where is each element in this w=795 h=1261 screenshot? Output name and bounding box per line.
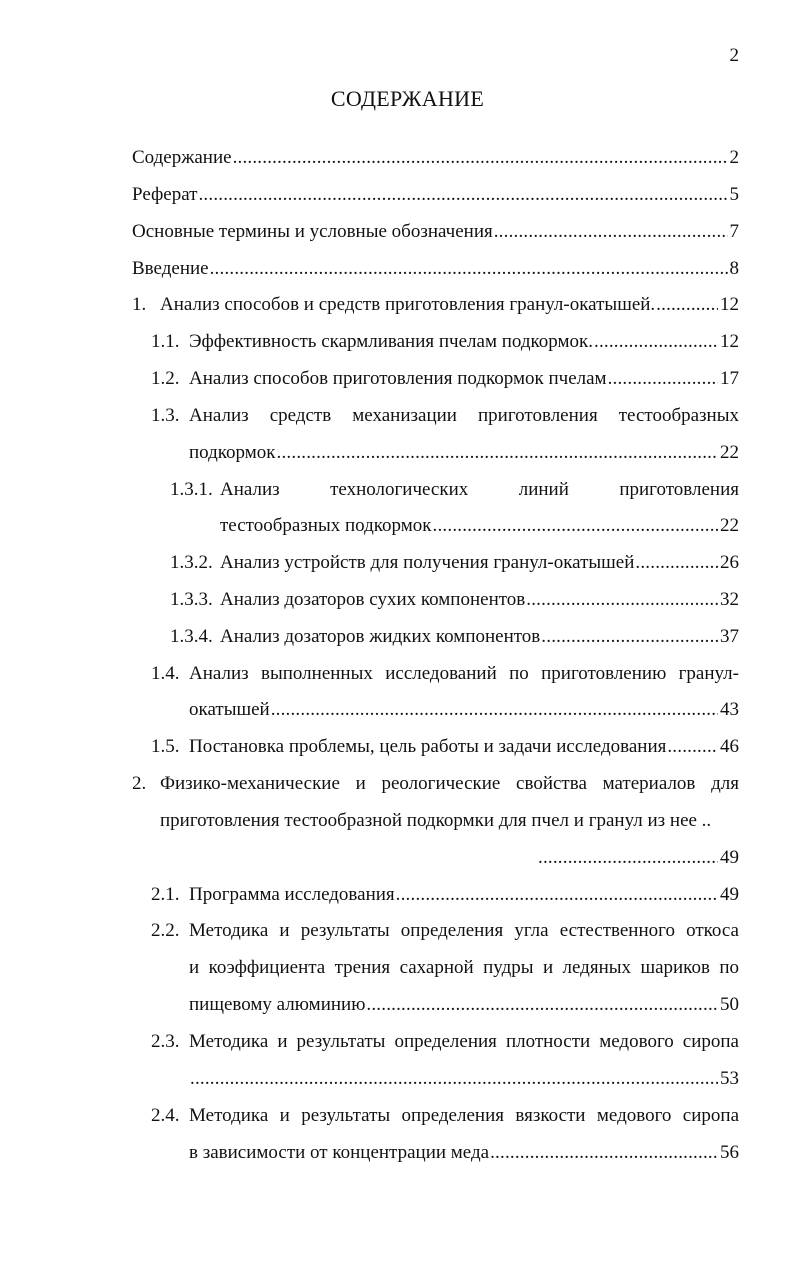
toc-entry-chapter-2-cont[interactable] [160,808,739,834]
toc-entry-page: 49 [720,884,739,905]
toc-entry-contents[interactable] [132,145,739,171]
toc-entry-page: 26 [720,552,739,573]
toc-leader [608,366,718,392]
toc-entry-page: 5 [729,184,739,205]
toc-leader [538,845,718,871]
toc-leader [526,587,718,613]
toc-entry-number: 1.3.2. [170,552,213,573]
toc-entry-page: 12 [720,331,739,352]
toc-entry-text: Анализ способов и средств приготовления гранул-окатышей. [160,294,656,315]
page-number: 2 [729,45,739,66]
toc-entry-page: 12 [720,294,739,315]
toc-entry-section-2-2-cont2[interactable] [189,992,739,1018]
toc-entry-number: 1.3.4. [170,626,213,647]
toc-leader [433,513,718,539]
toc-entry-page: 22 [720,442,739,463]
toc-entry-page: 56 [720,1142,739,1163]
toc-entry-section-1-4-cont[interactable] [189,697,739,723]
toc-entry-page: 8 [729,258,739,279]
toc-entry-section-1-1[interactable] [151,329,739,355]
toc-entry-text: и коэффициента трения сахарной пудры и ледяных шариков по [189,957,739,978]
toc-leader [190,1066,718,1092]
toc-entry-text: приготовления тестообразной подкормки для пчел и гранул из нее .. [160,810,712,831]
toc-entry-number: 2.1. [151,884,180,905]
toc-entry-section-1-3-1-cont[interactable] [220,513,739,539]
toc-entry-number: 1.5. [151,736,180,757]
toc-entry-text: Постановка проблемы, цель работы и задачи исследования [189,736,667,757]
toc-entry-section-2-4-cont[interactable] [189,1140,739,1166]
toc-entry-text: Анализ технологических линий приготовления [220,479,739,500]
toc-entry-text: Анализ выполненных исследований по приготовлению гранул- [189,663,739,684]
toc-leader [635,550,718,576]
toc-entry-section-1-4[interactable] [151,661,739,687]
toc-entry-number: 2.4. [151,1105,180,1126]
toc-leader [667,734,718,760]
toc-entry-section-1-3-cont[interactable] [189,440,739,466]
toc-entry-number: 1.4. [151,663,180,684]
toc-entry-text: Анализ дозаторов жидких компонентов [220,626,541,647]
toc-entry-section-1-3-3[interactable] [170,587,739,613]
toc-entry-number: 2.2. [151,920,180,941]
toc-leader [233,145,728,171]
toc-entry-text: Методика и результаты определения вязкости медового сиропа [189,1105,739,1126]
toc-leader [366,992,718,1018]
toc-entry-number: 1.3. [151,405,180,426]
toc-entry-chapter-2[interactable] [132,771,739,797]
toc-entry-text: Анализ способов приготовления подкормок пчелам [189,368,607,389]
toc-entry-text: Методика и результаты определения плотности медового сиропа [189,1031,739,1052]
toc-entry-chapter-2-page[interactable] [537,845,739,871]
toc-entry-section-1-3[interactable] [151,403,739,429]
toc-entry-text: Эффективность скармливания пчелам подкормок. [189,331,593,352]
toc-entry-section-1-2[interactable] [151,366,739,392]
toc-entry-section-2-3[interactable] [151,1029,739,1055]
toc-entry-text: Содержание [132,147,232,168]
toc-entry-number: 2.3. [151,1031,180,1052]
toc-entry-introduction[interactable] [132,256,739,282]
toc-leader [490,1140,718,1166]
toc-entry-page: 43 [720,699,739,720]
toc-entry-text: Анализ дозаторов сухих компонентов [220,589,526,610]
toc-entry-section-1-5[interactable] [151,734,739,760]
toc-entry-text: окатышей [189,699,270,720]
toc-entry-section-2-1[interactable] [151,882,739,908]
toc-entry-page: 7 [729,221,739,242]
toc-entry-number: 1. [132,294,147,315]
toc-entry-section-1-3-4[interactable] [170,624,739,650]
toc-entry-section-2-2-cont[interactable] [189,955,739,981]
toc-entry-number: 2. [132,773,147,794]
toc-entry-text: Физико-механические и реологические свойства материалов для [160,773,739,794]
toc-entry-text: подкормок [189,442,276,463]
toc-entry-number: 1.3.1. [170,479,213,500]
toc-leader [541,624,718,650]
toc-entry-section-1-3-1[interactable] [170,477,739,503]
toc-entry-page: 32 [720,589,739,610]
toc-leader [271,697,718,723]
toc-entry-text: пищевому алюминию [189,994,366,1015]
toc-entry-section-2-2[interactable] [151,918,739,944]
toc-entry-text: Анализ средств механизации приготовления тестообразных [189,405,739,426]
toc-entry-text: Реферат [132,184,198,205]
toc-entry-page: 17 [720,368,739,389]
toc-entry-section-2-4[interactable] [151,1103,739,1129]
toc-entry-page: 37 [720,626,739,647]
toc-leader [656,292,718,318]
toc-leader [594,329,718,355]
toc-entry-text: Программа исследования [189,884,395,905]
toc-entry-number: 1.1. [151,331,180,352]
toc-entry-text: Основные термины и условные обозначения [132,221,493,242]
toc-entry-chapter-1[interactable] [132,292,739,318]
toc-entry-page: 2 [729,147,739,168]
toc-leader [210,256,728,282]
toc-entry-number: 1.2. [151,368,180,389]
toc-entry-page: 50 [720,994,739,1015]
toc-entry-section-2-3-page[interactable] [189,1066,739,1092]
toc-entry-text: тестообразных подкормок [220,515,432,536]
toc-entry-number: 1.3.3. [170,589,213,610]
toc-entry-text: Методика и результаты определения угла естественного откоса [189,920,739,941]
toc-entry-page: 22 [720,515,739,536]
toc-leader [198,182,727,208]
toc-entry-terms[interactable] [132,219,739,245]
toc-entry-page: 49 [720,847,739,868]
toc-entry-text: Введение [132,258,209,279]
toc-leader [277,440,718,466]
toc-leader [494,219,728,245]
toc-entry-page: 46 [720,736,739,757]
toc-entry-text: Анализ устройств для получения гранул-окатышей [220,552,635,573]
toc-entry-section-1-3-2[interactable] [170,550,739,576]
toc-entry-text: в зависимости от концентрации меда [189,1142,490,1163]
toc-leader [396,882,718,908]
toc-entry-abstract[interactable] [132,182,739,208]
toc-entry-page: 53 [720,1068,739,1089]
page-title: СОДЕРЖАНИЕ [330,86,485,111]
